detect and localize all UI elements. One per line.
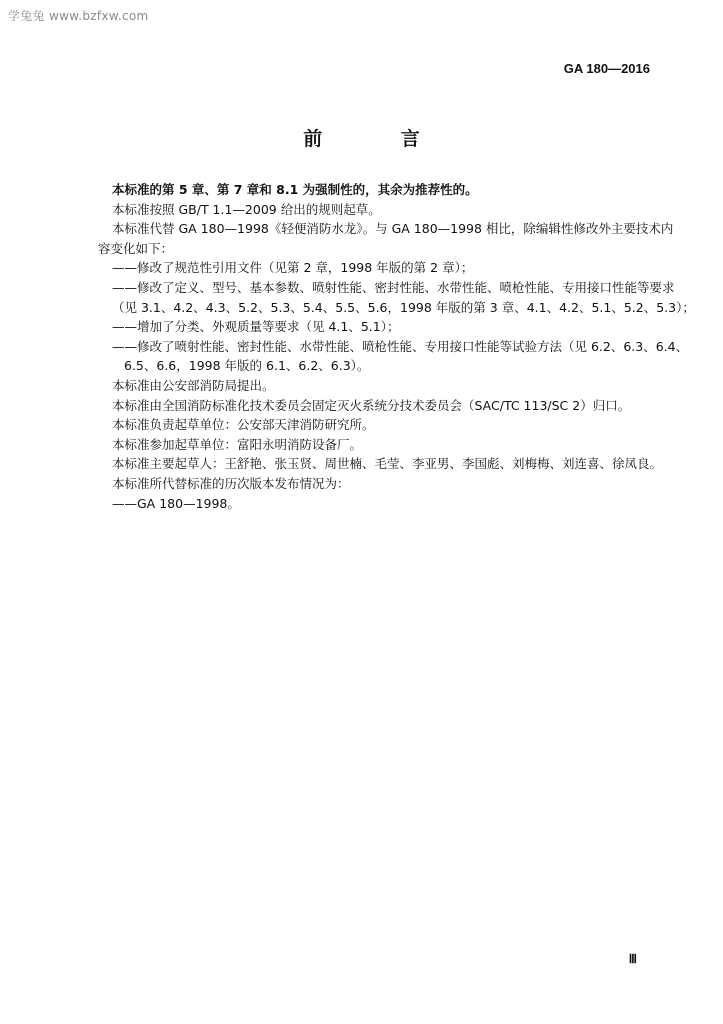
- list-item-continuation: 6.5、6.6，1998 年版的 6.1、6.2、6.3）。: [124, 358, 370, 374]
- list-item: ——修改了喷射性能、密封性能、水带性能、喷枪性能、专用接口性能等试验方法（见 6.2、6.3、6.4、: [112, 338, 689, 354]
- paragraph-line: 本标准按照 GB/T 1.1—2009 给出的规则起草。: [112, 201, 381, 217]
- list-item: ——增加了分类、外观质量等要求（见 4.1、5.1）；: [112, 319, 400, 335]
- watermark-text: 学兔兔 www.bzfxw.com: [8, 9, 149, 23]
- list-item-continuation: （见 3.1、4.2、4.3、5.2、5.3、5.4、5.5、5.6，1998 年版的第 3 章、4.1、4.2、5.1、5.2、5.3）；: [112, 299, 695, 315]
- paragraph-line: 本标准负责起草单位：公安部天津消防研究所。: [112, 417, 375, 433]
- paragraph-line: 本标准代替 GA 180—1998《轻便消防水龙》。与 GA 180—1998 相比，除编辑性修改外主要技术内: [112, 221, 674, 237]
- paragraph-line: 本标准主要起草人：王舒艳、张玉贤、周世楠、毛莹、李亚男、李国彪、刘梅梅、刘连喜、徐凤良。: [112, 456, 663, 472]
- preface-body: [98, 180, 695, 513]
- paragraph-line: 本标准由公安部消防局提出。: [112, 377, 275, 393]
- paragraph-line: 本标准由全国消防标准化技术委员会固定灭火系统分技术委员会（SAC/TC 113/SC 2）归口。: [112, 397, 631, 413]
- paragraph-line: 容变化如下：: [98, 240, 174, 256]
- page-title: 前 言: [303, 128, 456, 150]
- standard-code: GA 180—2016: [563, 61, 650, 76]
- paragraph-line: 本标准所代替标准的历次版本发布情况为：: [112, 475, 350, 491]
- list-item: ——GA 180—1998。: [112, 495, 240, 511]
- list-item: ——修改了定义、型号、基本参数、喷射性能、密封性能、水带性能、喷枪性能、专用接口性能等要求: [112, 279, 675, 295]
- paragraph-line: 本标准的第 5 章、第 7 章和 8.1 为强制性的，其余为推荐性的。: [112, 182, 478, 197]
- list-item: ——修改了规范性引用文件（见第 2 章，1998 年版的第 2 章）；: [112, 260, 474, 276]
- paragraph-line: 本标准参加起草单位：富阳永明消防设备厂。: [112, 436, 363, 452]
- page-number: Ⅲ: [628, 952, 637, 966]
